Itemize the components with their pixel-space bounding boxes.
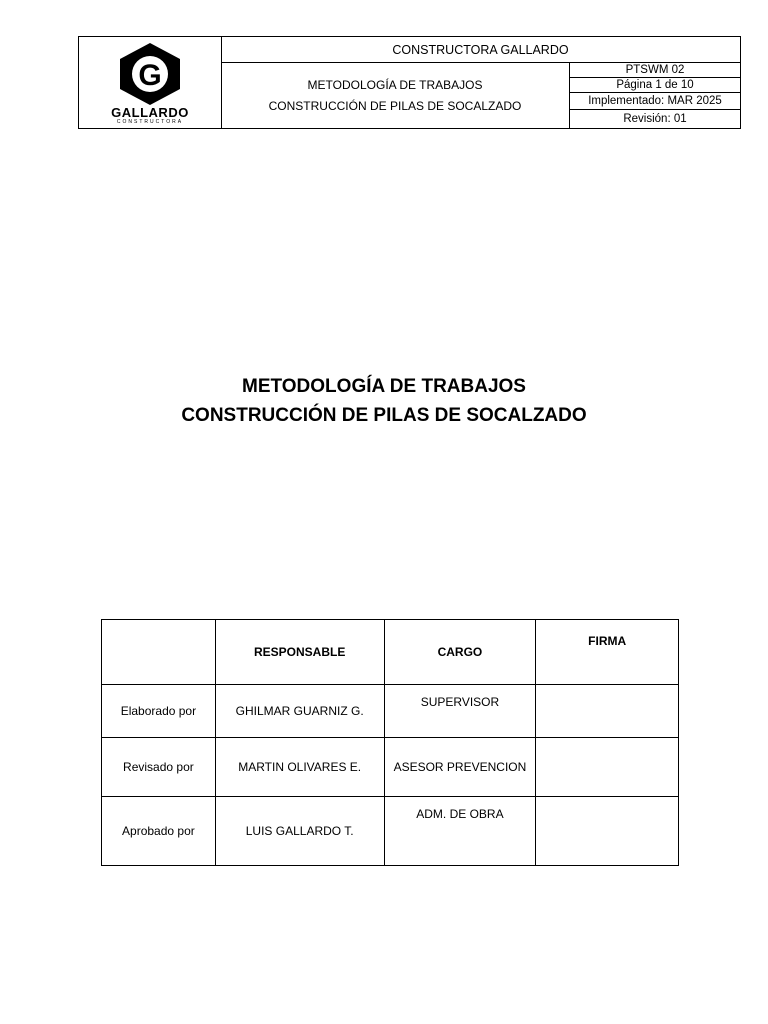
revision-number: Revisión: 01 [623,113,687,125]
header-metadata [570,63,740,128]
implemented-date: Implementado: MAR 2025 [570,93,740,110]
hexagon-g-logo-icon [113,41,187,107]
document-title [0,372,768,430]
table-row [102,685,679,738]
page-number: Página 1 de 10 [570,78,740,93]
document-title-line1: METODOLOGÍA DE TRABAJOS [242,376,526,397]
document-title-line2: CONSTRUCCIÓN DE PILAS DE SOCALZADO [181,405,587,426]
row-responsible: MARTIN OLIVARES E. [215,738,384,797]
header-company-name: CONSTRUCTORA GALLARDO [221,37,740,63]
row-signature [536,738,679,797]
column-header-empty [102,620,216,685]
row-responsible: GHILMAR GUARNIZ G. [215,685,384,738]
logo-letter: G [138,59,162,92]
header-title [221,63,570,128]
logo-subtitle: CONSTRUCTORA [116,119,184,125]
company-logo [79,37,222,128]
column-header-responsible: RESPONSABLE [215,620,384,685]
row-position: ADM. DE OBRA [384,797,536,866]
logo-wordmark: GALLARDO [111,105,189,120]
table-row [102,738,679,797]
row-role: Elaborado por [102,685,216,738]
document-header [78,36,741,129]
table-row [102,797,679,866]
row-position: SUPERVISOR [384,685,536,738]
document-code: PTSWM 02 [570,63,740,78]
row-role: Aprobado por [102,797,216,866]
column-header-signature: FIRMA [536,620,679,685]
header-title-line2: CONSTRUCCIÓN DE PILAS DE SOCALZADO [268,98,522,113]
header-title-line1: METODOLOGÍA DE TRABAJOS [307,77,483,92]
row-responsible: LUIS GALLARDO T. [215,797,384,866]
row-position: ASESOR PREVENCION [384,738,536,797]
table-header-row [102,620,679,685]
signature-table [101,619,679,866]
row-role: Revisado por [102,738,216,797]
row-signature [536,797,679,866]
column-header-position: CARGO [384,620,536,685]
row-signature [536,685,679,738]
